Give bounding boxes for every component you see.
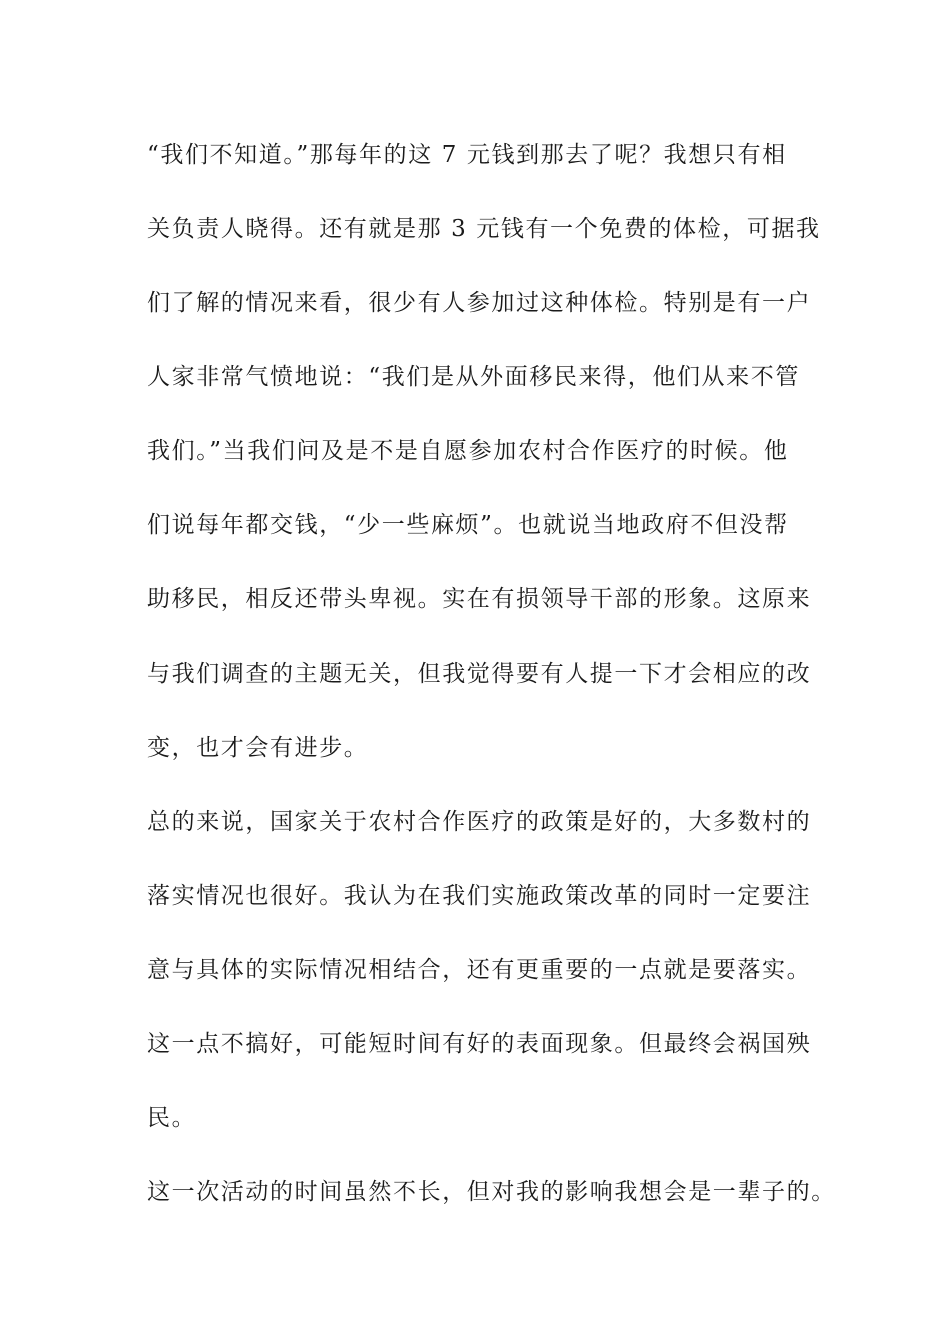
text-line: 落实情况也很好。我认为在我们实施政策改革的同时一定要注 (147, 883, 812, 909)
text-line: 人家非常气愤地说：“我们是从外面移民来得，他们从来不管 (147, 364, 800, 390)
text-line: 关负责人晓得。还有就是那 3 元钱有一个免费的体检，可据我 (147, 216, 821, 242)
text-line: 我们。”当我们问及是不是自愿参加农村合作医疗的时候。他 (147, 438, 789, 464)
text-line: 民。 (147, 1105, 197, 1131)
text-line: “我们不知道。”那每年的这 7 元钱到那去了呢？我想只有相 (147, 142, 787, 168)
text-line: 这一次活动的时间虽然不长，但对我的影响我想会是一辈子的。 (147, 1179, 836, 1205)
text-line: 助移民，相反还带头卑视。实在有损领导干部的形象。这原来 (147, 586, 812, 612)
text-line: 总的来说，国家关于农村合作医疗的政策是好的，大多数村的 (147, 809, 812, 835)
text-line: 意与具体的实际情况相结合，还有更重要的一点就是要落实。 (147, 957, 812, 983)
text-line: 变，也才会有进步。 (147, 735, 369, 761)
text-line: 们说每年都交钱，“少一些麻烦”。也就说当地政府不但没帮 (147, 512, 789, 538)
text-line: 这一点不搞好，可能短时间有好的表面现象。但最终会祸国殃 (147, 1031, 812, 1057)
text-line: 与我们调查的主题无关，但我觉得要有人提一下才会相应的改 (147, 661, 812, 687)
text-line: 们了解的情况来看，很少有人参加过这种体检。特别是有一户 (147, 290, 812, 316)
